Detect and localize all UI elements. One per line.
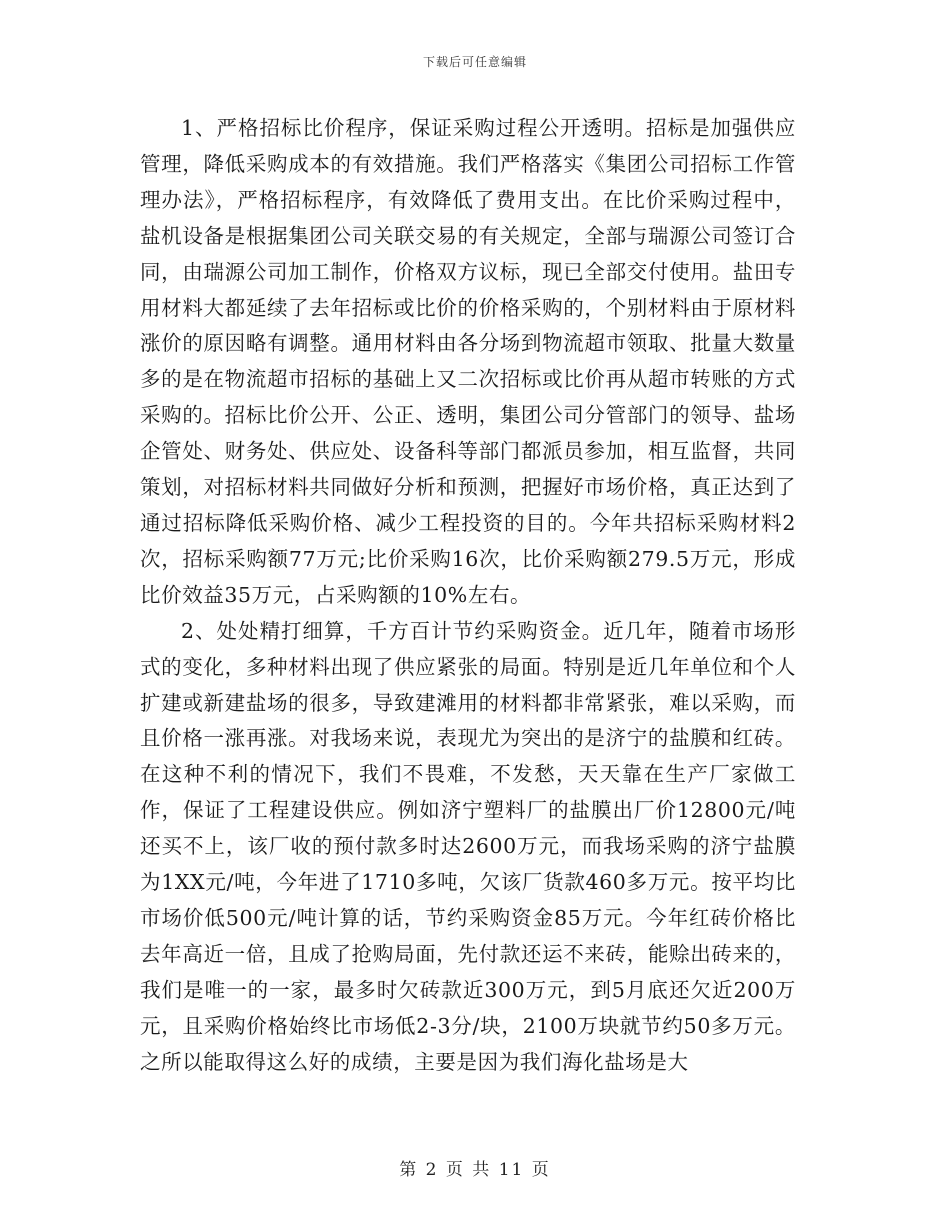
page-header: 下载后可任意编辑	[422, 55, 527, 69]
document-body	[140, 111, 796, 1080]
paragraph-2: 2、处处精打细算，千方百计节约采购资金。近几年，随着市场形式的变化，多种材料出现了供应紧张的局面。特别是近几年单位和个人扩建或新建盐场的很多，导致建滩用的材料都非常紧张，难以采购，而且价格一涨再涨。对我场来说，表现尤为突出的是济宁的盐膜和红砖。在这种不利的情况下，我们不畏难，不发愁，天天靠在生产厂家做工作，保证了工程建设供应。例如济宁塑料厂的盐膜出厂价12800元/吨还买不上，该厂收的预付款多时达2600万元，而我场采购的济宁盐膜为1XX元/吨，今年进了1710多吨，欠该厂货款460多万元。按平均比市场价低500元/吨计算的话，节约采购资金85万元。今年红砖价格比去年高近一倍，且成了抢购局面，先付款还运不来砖，能赊出砖来的，我们是唯一的一家，最多时欠砖款近300万元，到5月底还欠近200万元，且采购价格始终比市场低2-3分/块，2100万块就节约50多万元。之所以能取得这么好的成绩，主要是因为我们海化盐场是大	[140, 618, 796, 1074]
page-footer: 第 2 页 共 11 页	[399, 1160, 551, 1180]
paragraph-1: 1、严格招标比价程序，保证采购过程公开透明。招标是加强供应管理，降低采购成本的有效措施。我们严格落实《集团公司招标工作管理办法》，严格招标程序，有效降低了费用支出。在比价采购过程中，盐机设备是根据集团公司关联交易的有关规定，全部与瑞源公司签订合同，由瑞源公司加工制作，价格双方议标，现已全部交付使用。盐田专用材料大都延续了去年招标或比价的价格采购的，个别材料由于原材料涨价的原因略有调整。通用材料由各分场到物流超市领取、批量大数量多的是在物流超市招标的基础上又二次招标或比价再从超市转账的方式采购的。招标比价公开、公正、透明，集团公司分管部门的领导、盐场企管处、财务处、供应处、设备科等部门都派员参加，相互监督，共同策划，对招标材料共同做好分析和预测，把握好市场价格，真正达到了通过招标降低采购价格、减少工程投资的目的。今年共招标采购材料2次，招标采购额77万元;比价采购16次，比价采购额279.5万元，形成比价效益35万元，占采购额的10%左右。	[140, 116, 796, 607]
